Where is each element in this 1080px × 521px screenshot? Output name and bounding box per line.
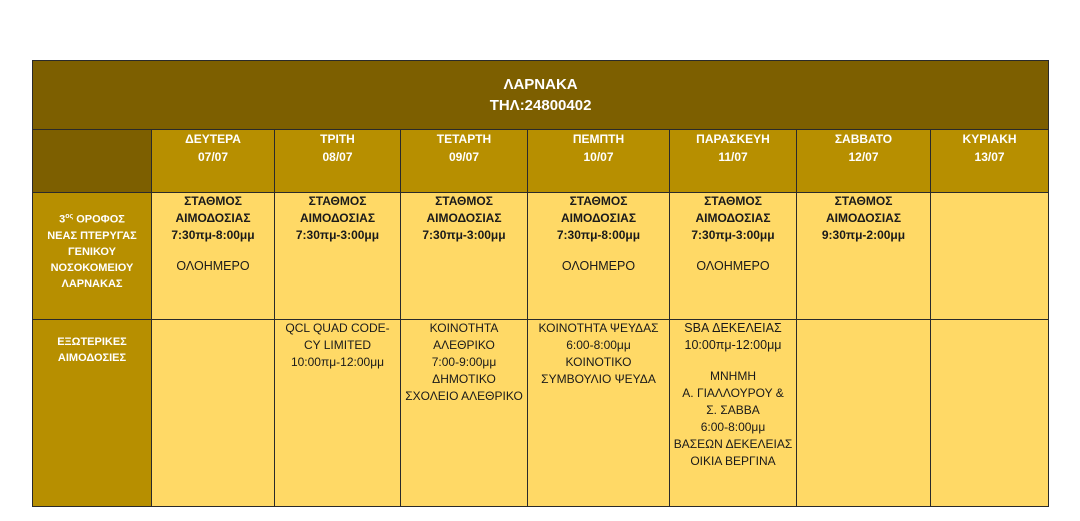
- day-name: ΚΥΡΙΑΚΗ: [962, 132, 1017, 146]
- schedule-title: [33, 61, 1049, 130]
- day-date: 12/07: [848, 150, 879, 164]
- external-cell-sun: [931, 320, 1049, 507]
- row-label-hospital: [33, 193, 152, 320]
- station-note: ΟΛΟΗΜΕΡΟ: [696, 259, 770, 273]
- external-donations-row: [33, 320, 1049, 507]
- day-header-sat: [797, 130, 931, 193]
- label-line: ΕΞΩΤΕΡΙΚΕΣ: [57, 336, 127, 348]
- event-line: ΚΟΙΝΟΤΙΚΟ: [565, 355, 632, 369]
- station-cell-mon: [152, 193, 275, 320]
- station-note: ΟΛΟΗΜΕΡΟ: [561, 259, 636, 273]
- station-subtitle: ΑΙΜΟΔΟΣΙΑΣ: [299, 211, 376, 225]
- day-name: ΤΡΙΤΗ: [320, 132, 355, 146]
- day-date: 13/07: [974, 150, 1005, 164]
- event-line: CY LIMITED: [303, 338, 372, 352]
- day-header-sun: [931, 130, 1049, 193]
- event-line: ΚΟΙΝΟΤΗΤΑ: [429, 321, 499, 335]
- city-title: ΛΑΡΝΑΚΑ: [503, 76, 578, 93]
- event-hours: 10:00πμ-12:00μμ: [290, 355, 385, 369]
- day-name: ΠΑΡΑΣΚΕΥΗ: [696, 132, 770, 146]
- external-cell-thu: [528, 320, 670, 507]
- event-line: ΜΝΗΜΗ: [710, 369, 756, 383]
- station-subtitle: ΑΙΜΟΔΟΣΙΑΣ: [426, 211, 502, 225]
- station-hours: 7:30πμ-3:00μμ: [422, 228, 506, 242]
- day-header-mon: [152, 130, 275, 193]
- external-cell-sat: [797, 320, 931, 507]
- day-date: 10/07: [583, 150, 614, 164]
- station-cell-fri: [670, 193, 797, 320]
- external-cell-mon: [152, 320, 275, 507]
- event-line: ΟΙΚΙΑ ΒΕΡΓΙΝΑ: [690, 454, 776, 468]
- floor-suffix: ος: [65, 213, 74, 220]
- station-hours: 7:30πμ-3:00μμ: [691, 228, 775, 242]
- station-subtitle: ΑΙΜΟΔΟΣΙΑΣ: [825, 211, 902, 225]
- event-line: SBA ΔΕΚΕΛΕΙΑΣ: [684, 321, 782, 335]
- label-line: ΝΟΣΟΚΟΜΕΙΟΥ: [50, 261, 134, 274]
- station-subtitle: ΑΙΜΟΔΟΣΙΑΣ: [175, 211, 251, 225]
- station-cell-sun: [931, 193, 1049, 320]
- day-date: 09/07: [448, 150, 480, 164]
- event-hours: 10:00πμ-12:00μμ: [684, 338, 782, 352]
- station-hours: 7:30πμ-8:00μμ: [171, 228, 255, 242]
- station-hours: 9:30πμ-2:00μμ: [821, 228, 906, 242]
- label-line: ΑΙΜΟΔΟΣΙΕΣ: [57, 352, 127, 364]
- event-hours: 7:00-9:00μμ: [431, 355, 497, 369]
- label-line: ΟΡΟΦΟΣ: [76, 213, 125, 226]
- station-title: ΣΤΑΘΜΟΣ: [435, 194, 493, 208]
- station-title: ΣΤΑΘΜΟΣ: [569, 194, 628, 208]
- station-cell-thu: [528, 193, 670, 320]
- station-hours: 7:30πμ-3:00μμ: [295, 228, 380, 242]
- label-line: ΝΕΑΣ ΠΤΕΡΥΓΑΣ: [47, 229, 137, 242]
- station-subtitle: ΑΙΜΟΔΟΣΙΑΣ: [695, 211, 771, 225]
- station-hours: 7:30πμ-8:00μμ: [556, 228, 641, 242]
- event-line: Σ. ΣΑΒΒΑ: [706, 403, 760, 417]
- schedule-table: [32, 60, 1049, 507]
- header-corner-cell: [33, 130, 152, 193]
- day-date: 11/07: [718, 150, 748, 164]
- day-date: 07/07: [197, 150, 229, 164]
- hospital-station-row: [33, 193, 1049, 320]
- event-line: ΔΗΜΟΤΙΚΟ: [432, 372, 496, 386]
- external-cell-fri: [670, 320, 797, 507]
- day-header-thu: [528, 130, 670, 193]
- floor-number: 3: [59, 213, 66, 226]
- day-header-wed: [401, 130, 528, 193]
- station-cell-tue: [275, 193, 401, 320]
- event-line: ΣΥΜΒΟΥΛΙΟ ΨΕΥΔΑ: [541, 372, 656, 386]
- external-cell-wed: [401, 320, 528, 507]
- phone-number: ΤΗΛ:24800402: [489, 97, 592, 114]
- station-title: ΣΤΑΘΜΟΣ: [184, 194, 242, 208]
- station-subtitle: ΑΙΜΟΔΟΣΙΑΣ: [560, 211, 637, 225]
- day-header-fri: [670, 130, 797, 193]
- event-line: ΚΟΙΝΟΤΗΤΑ ΨΕΥΔΑΣ: [538, 321, 659, 335]
- day-name: ΠΕΜΠΤΗ: [572, 132, 625, 146]
- station-title: ΣΤΑΘΜΟΣ: [308, 194, 367, 208]
- day-name: ΣΑΒΒΑΤΟ: [834, 132, 893, 146]
- station-title: ΣΤΑΘΜΟΣ: [704, 194, 762, 208]
- event-hours: 6:00-8:00μμ: [700, 420, 766, 434]
- external-cell-tue: [275, 320, 401, 507]
- station-cell-wed: [401, 193, 528, 320]
- event-line: ΑΛΕΘΡΙΚΟ: [433, 338, 495, 352]
- station-note: ΟΛΟΗΜΕΡΟ: [176, 259, 250, 273]
- day-header-tue: [275, 130, 401, 193]
- label-line: ΓΕΝΙΚΟΥ: [68, 245, 116, 258]
- station-title: ΣΤΑΘΜΟΣ: [834, 194, 893, 208]
- event-line: Α. ΓΙΑΛΛΟΥΡΟΥ &: [682, 386, 784, 400]
- event-line: QCL QUAD CODE-: [285, 321, 390, 335]
- row-label-external: [33, 320, 152, 507]
- event-line: ΒΑΣΕΩΝ ΔΕΚΕΛΕΙΑΣ: [673, 437, 793, 451]
- day-name: ΔΕΥΤΕΡΑ: [185, 132, 241, 146]
- day-name: ΤΕΤΑΡΤΗ: [436, 132, 492, 146]
- label-line: ΛΑΡΝΑΚΑΣ: [61, 277, 123, 290]
- station-cell-sat: [797, 193, 931, 320]
- day-date: 08/07: [322, 150, 353, 164]
- day-header-row: [33, 130, 1049, 193]
- event-line: ΣΧΟΛΕΙΟ ΑΛΕΘΡΙΚΟ: [405, 389, 523, 403]
- event-hours: 6:00-8:00μμ: [566, 338, 631, 352]
